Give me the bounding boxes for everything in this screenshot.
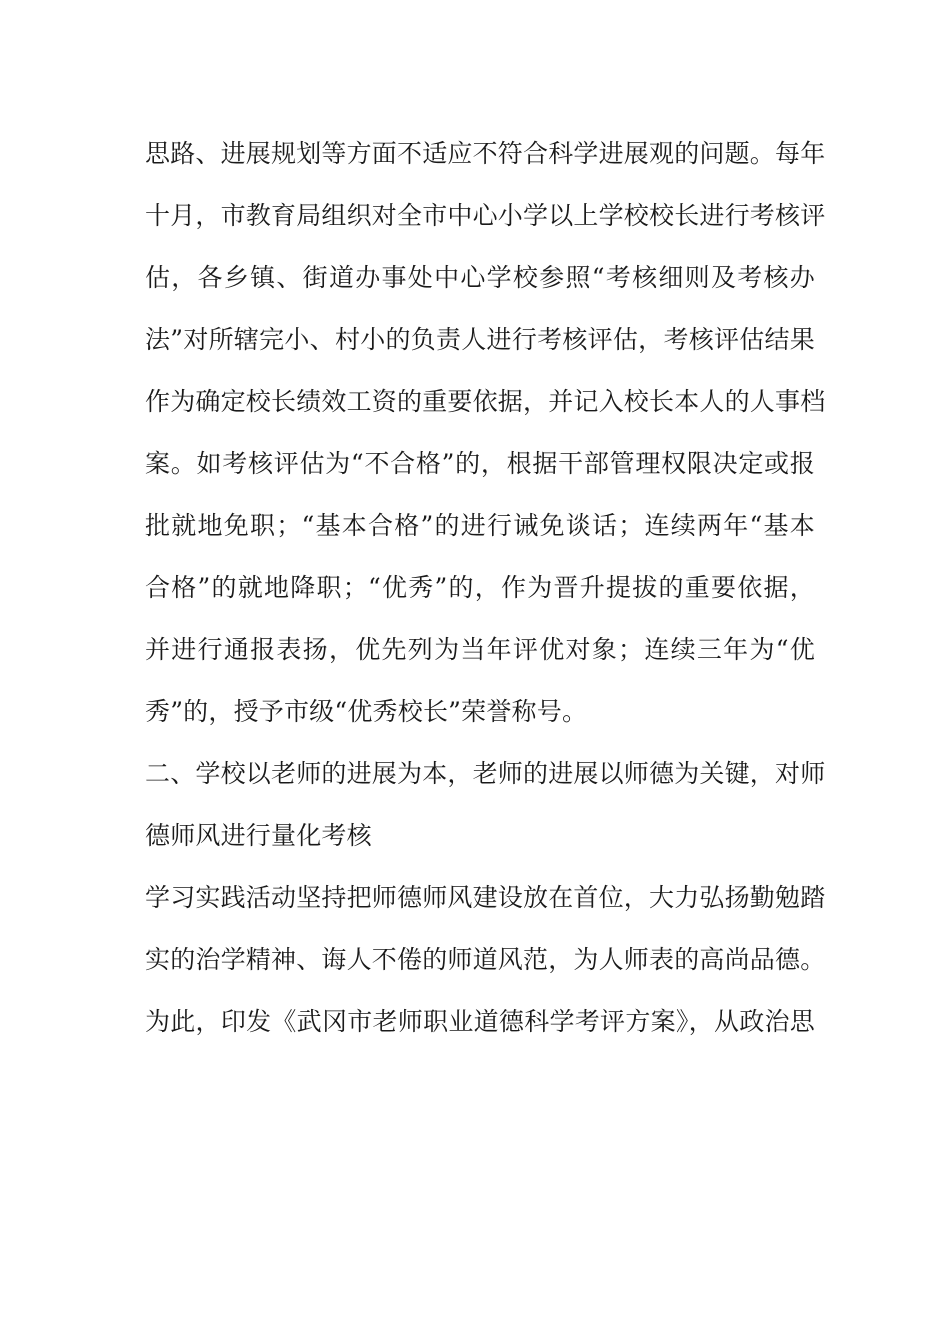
text-line: 十月，市教育局组织对全市中心小学以上学校校长进行考核评 <box>145 201 826 230</box>
text-line: 案。如考核评估为“不合格”的，根据干部管理权限决定或报 <box>145 449 815 478</box>
section-heading-line: 二、学校以老师的进展为本，老师的进展以师德为关键，对师 <box>145 759 826 788</box>
text-line: 估，各乡镇、街道办事处中心学校参照“考核细则及考核办 <box>145 263 815 292</box>
text-line: 秀”的，授予市级“优秀校长”荣誉称号。 <box>145 697 588 726</box>
body-text <box>145 132 826 1062</box>
text-line: 作为确定校长绩效工资的重要依据，并记入校长本人的人事档 <box>145 387 826 416</box>
text-line: 思路、进展规划等方面不适应不符合科学进展观的问题。每年 <box>145 139 826 168</box>
text-line: 并进行通报表扬，优先列为当年评优对象；连续三年为“优 <box>145 635 815 664</box>
text-line: 实的治学精神、诲人不倦的师道风范，为人师表的高尚品德。 <box>145 945 826 974</box>
section-heading-line: 德师风进行量化考核 <box>145 821 372 850</box>
text-line: 学习实践活动坚持把师德师风建设放在首位，大力弘扬勤勉踏 <box>145 883 826 912</box>
text-line: 为此，印发《武冈市老师职业道德科学考评方案》，从政治思 <box>145 1007 815 1036</box>
text-line: 合格”的就地降职；“优秀”的，作为晋升提拔的重要依据， <box>145 573 815 602</box>
text-line: 批就地免职；“基本合格”的进行诫免谈话；连续两年“基本 <box>145 511 815 540</box>
text-line: 法”对所辖完小、村小的负责人进行考核评估，考核评估结果 <box>145 325 815 354</box>
